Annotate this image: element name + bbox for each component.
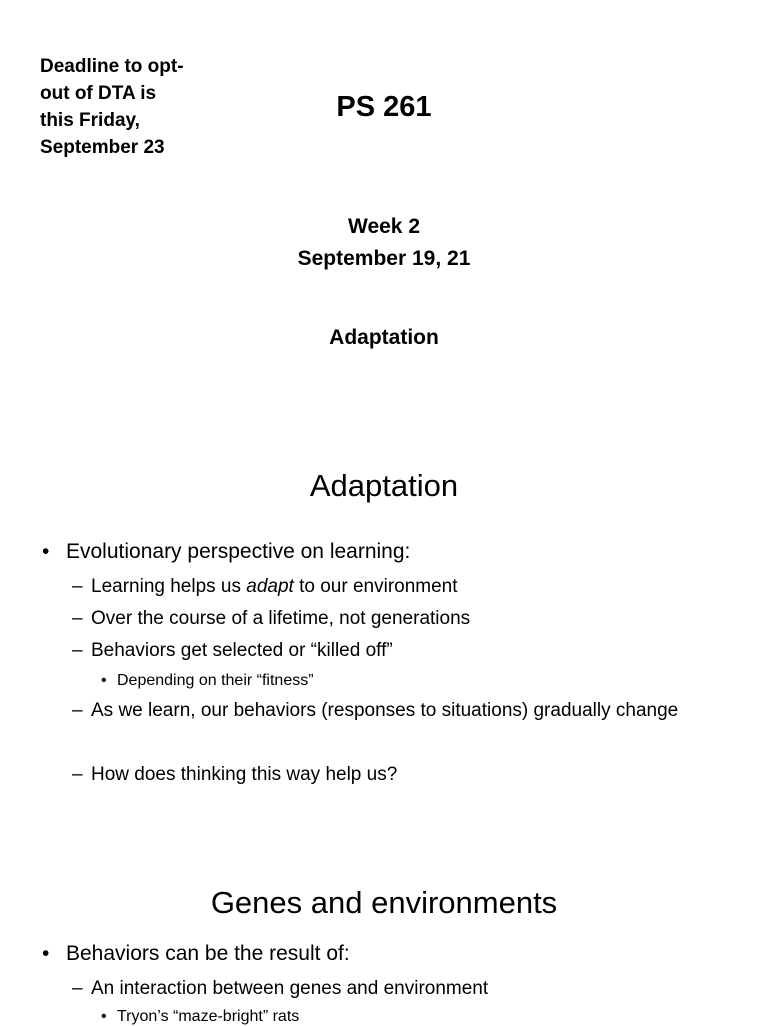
sub-bullet: [72, 608, 470, 630]
dash-mark: –: [72, 978, 83, 999]
sub-bullet-text: Over the course of a lifetime, not generations: [91, 608, 471, 629]
sub-bullet: [72, 576, 458, 598]
sub-sub-bullet-text: Depending on their “fitness”: [117, 672, 314, 689]
deadline-line-1: Deadline to opt-: [40, 56, 184, 77]
sub-bullet-text: As we learn, our behaviors (responses to situations) gradually change: [91, 700, 679, 721]
dash-mark: –: [72, 640, 83, 661]
dash-mark: –: [72, 576, 83, 597]
deadline-line-2: out of DTA is: [40, 83, 157, 104]
topic-label: Adaptation: [329, 326, 439, 349]
bullet-mark: •: [101, 672, 107, 689]
bullet-item: [42, 540, 410, 564]
sub-sub-bullet: [101, 1008, 299, 1026]
bullet-mark: •: [42, 942, 50, 965]
sub-bullet-text: Behaviors get selected or “killed off”: [91, 640, 393, 661]
sub-sub-bullet-text: Tryon’s “maze-bright” rats: [117, 1008, 300, 1025]
sub-bullet-text: An interaction between genes and environment: [91, 978, 489, 999]
slide-title-adaptation: Adaptation: [309, 468, 459, 503]
bullet-mark: •: [101, 1008, 107, 1025]
bullet-text: Evolutionary perspective on learning:: [66, 540, 411, 563]
sub-bullet-text-pre: Learning helps us: [91, 576, 247, 597]
sub-bullet: [72, 640, 393, 662]
sub-bullet-text: How does thinking this way help us?: [91, 764, 398, 785]
dash-mark: –: [72, 608, 83, 629]
sub-sub-bullet: [101, 672, 314, 690]
dash-mark: –: [72, 700, 83, 721]
sub-bullet: [72, 764, 397, 786]
bullet-text: Behaviors can be the result of:: [66, 942, 350, 965]
week-heading: [0, 211, 768, 275]
slide-title-genes: Genes and environments: [210, 885, 558, 920]
sub-bullet: [72, 700, 678, 722]
bullet-mark: •: [42, 540, 50, 563]
course-title: PS 261: [336, 91, 432, 123]
sub-bullet-text-post: to our environment: [293, 576, 458, 597]
week-label: Week 2: [348, 215, 420, 238]
week-dates: September 19, 21: [297, 247, 471, 270]
deadline-line-3: this Friday,: [40, 110, 140, 131]
dash-mark: –: [72, 764, 83, 785]
sub-bullet: [72, 978, 488, 1000]
sub-bullet-text-emphasis: adapt: [246, 576, 294, 597]
bullet-item: [42, 942, 350, 966]
deadline-line-4: September 23: [40, 137, 165, 158]
